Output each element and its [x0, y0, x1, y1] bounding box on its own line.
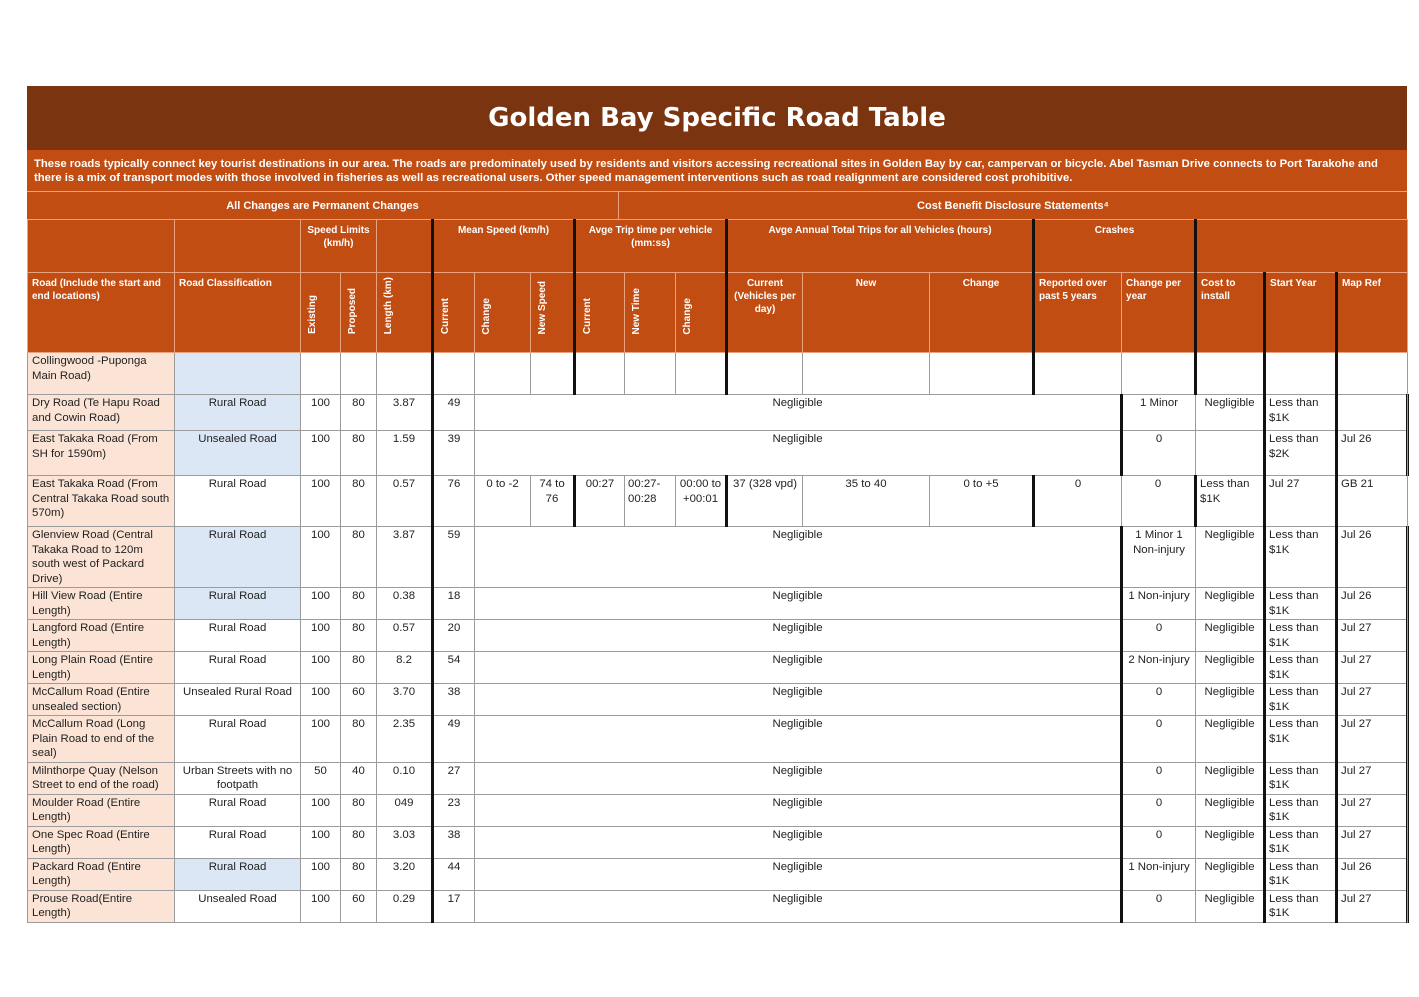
mean-speed-header: Mean Speed (km/h) [433, 220, 575, 273]
page-title: Golden Bay Specific Road Table [27, 86, 1407, 150]
start-year: Jul 27 [1265, 476, 1337, 527]
proposed-limit: 80 [341, 794, 377, 826]
road-name: Milnthorpe Quay (Nelson Street to end of the road) [28, 762, 175, 794]
road-length: 0.57 [377, 620, 433, 652]
col-at-new: New [803, 273, 930, 353]
mean-speed-current: 18 [433, 588, 475, 620]
crashes-change: Negligible [1196, 620, 1265, 652]
road-length: 0.38 [377, 588, 433, 620]
proposed-limit: 60 [341, 684, 377, 716]
crashes-header: Crashes [1034, 220, 1196, 273]
col-map-ref: Map Ref [1337, 273, 1408, 353]
trip-time-change: 00:00 to +00:01 [676, 476, 727, 527]
table-row [28, 890, 1408, 922]
cost-to-install: Less than $1K [1265, 588, 1337, 620]
start-year: Jul 27 [1337, 890, 1408, 922]
road-name: Moulder Road (Entire Length) [28, 794, 175, 826]
existing-limit: 100 [301, 620, 341, 652]
mean-speed-current: 38 [433, 684, 475, 716]
crashes-reported: 0 [1122, 620, 1196, 652]
crashes-reported [1034, 353, 1122, 395]
road-length: 049 [377, 794, 433, 826]
blank-header [377, 220, 433, 273]
cost-to-install [1196, 353, 1265, 395]
negligible-impact: Negligible [475, 826, 1122, 858]
road-classification: Rural Road [175, 588, 301, 620]
existing-limit: 100 [301, 431, 341, 476]
road-length [377, 353, 433, 395]
crashes-change [1196, 431, 1265, 476]
blank-header [28, 220, 175, 273]
table-row [28, 858, 1408, 890]
crashes-change: Negligible [1196, 794, 1265, 826]
existing-limit: 100 [301, 684, 341, 716]
annual-trips-current: 37 (328 vpd) [727, 476, 803, 527]
road-classification: Rural Road [175, 395, 301, 431]
road-classification: Urban Streets with no footpath [175, 762, 301, 794]
road-length: 3.03 [377, 826, 433, 858]
mean-speed-current: 49 [433, 716, 475, 763]
mean-speed-new: 74 to 76 [531, 476, 575, 527]
crashes-change: Negligible [1196, 762, 1265, 794]
road-name: One Spec Road (Entire Length) [28, 826, 175, 858]
cost-to-install: Less than $1K [1265, 858, 1337, 890]
negligible-impact: Negligible [475, 716, 1122, 763]
existing-limit: 100 [301, 476, 341, 527]
col-cost: Cost to install [1196, 273, 1265, 353]
start-year [1337, 395, 1408, 431]
crashes-reported: 0 [1122, 684, 1196, 716]
col-at-change: Change [930, 273, 1034, 353]
mean-speed-change [475, 353, 531, 395]
cost-to-install: Less than $1K [1265, 826, 1337, 858]
mean-speed-change: 0 to -2 [475, 476, 531, 527]
trip-time-new [625, 353, 676, 395]
crashes-change: Negligible [1196, 890, 1265, 922]
blank-header [1196, 220, 1408, 273]
road-name: Glenview Road (Central Takaka Road to 120m south west of Packard Drive) [28, 527, 175, 588]
col-ms-change: Change [475, 273, 531, 353]
cost-to-install: Less than $1K [1265, 620, 1337, 652]
start-year: Jul 27 [1337, 684, 1408, 716]
proposed-limit: 80 [341, 527, 377, 588]
start-year: Jul 27 [1337, 716, 1408, 763]
table-row [28, 431, 1408, 476]
col-crashes-change: Change per year [1122, 273, 1196, 353]
proposed-limit: 80 [341, 395, 377, 431]
negligible-impact: Negligible [475, 527, 1122, 588]
negligible-impact: Negligible [475, 395, 1122, 431]
mean-speed-current: 44 [433, 858, 475, 890]
annual-trips-change [930, 353, 1034, 395]
proposed-limit: 80 [341, 652, 377, 684]
crashes-reported: 0 [1034, 476, 1122, 527]
road-length: 3.87 [377, 395, 433, 431]
col-ms-current: Current [433, 273, 475, 353]
section-right-label: Cost Benefit Disclosure Statements⁴ [917, 199, 1109, 212]
mean-speed-current: 39 [433, 431, 475, 476]
road-length: 3.70 [377, 684, 433, 716]
road-name: Dry Road (Te Hapu Road and Cowin Road) [28, 395, 175, 431]
crashes-reported: 0 [1122, 762, 1196, 794]
road-classification: Rural Road [175, 476, 301, 527]
annual-trips-header: Avge Annual Total Trips for all Vehicles (hours) [727, 220, 1034, 273]
cost-to-install: Less than $1K [1265, 652, 1337, 684]
col-length: Length (km) [377, 273, 433, 353]
cost-to-install: Less than $2K [1265, 431, 1337, 476]
start-year: Jul 26 [1337, 527, 1408, 588]
mean-speed-current: 20 [433, 620, 475, 652]
mean-speed-current: 54 [433, 652, 475, 684]
proposed-limit: 80 [341, 858, 377, 890]
proposed-limit: 80 [341, 431, 377, 476]
start-year: Jul 26 [1337, 588, 1408, 620]
existing-limit: 100 [301, 716, 341, 763]
start-year: Jul 27 [1337, 652, 1408, 684]
negligible-impact: Negligible [475, 890, 1122, 922]
negligible-impact: Negligible [475, 762, 1122, 794]
negligible-impact: Negligible [475, 652, 1122, 684]
existing-limit: 50 [301, 762, 341, 794]
col-ms-new: New Speed [531, 273, 575, 353]
crashes-reported: 0 [1122, 826, 1196, 858]
cost-to-install: Less than $1K [1265, 527, 1337, 588]
start-year: Jul 27 [1337, 762, 1408, 794]
col-classification: Road Classification [175, 273, 301, 353]
road-name: Langford Road (Entire Length) [28, 620, 175, 652]
crashes-change: Negligible [1196, 588, 1265, 620]
start-year [1265, 353, 1337, 395]
road-name: Long Plain Road (Entire Length) [28, 652, 175, 684]
map-ref [1337, 353, 1408, 395]
trip-time-change [676, 353, 727, 395]
mean-speed-current: 49 [433, 395, 475, 431]
crashes-reported: 1 Non-injury [1122, 858, 1196, 890]
road-name: East Takaka Road (From SH for 1590m) [28, 431, 175, 476]
table-row [28, 826, 1408, 858]
start-year: Jul 26 [1337, 858, 1408, 890]
road-classification: Unsealed Road [175, 431, 301, 476]
mean-speed-current: 38 [433, 826, 475, 858]
col-tt-current: Current [575, 273, 625, 353]
road-length: 1.59 [377, 431, 433, 476]
existing-limit: 100 [301, 527, 341, 588]
cost-to-install: Less than $1K [1265, 716, 1337, 763]
mean-speed-current: 76 [433, 476, 475, 527]
col-at-current: Current (Vehicles per day) [727, 273, 803, 353]
road-name: Prouse Road(Entire Length) [28, 890, 175, 922]
negligible-impact: Negligible [475, 684, 1122, 716]
table-row [28, 395, 1408, 431]
cost-to-install: Less than $1K [1265, 762, 1337, 794]
col-road: Road (Include the start and end locations) [28, 273, 175, 353]
blank-header [175, 220, 301, 273]
table-row [28, 476, 1408, 527]
crashes-change: Negligible [1196, 716, 1265, 763]
road-table-document [27, 86, 1407, 923]
crashes-change: Negligible [1196, 858, 1265, 890]
existing-limit: 100 [301, 395, 341, 431]
section-header-row [27, 191, 1407, 219]
proposed-limit: 80 [341, 476, 377, 527]
table-row [28, 716, 1408, 763]
col-start-year: Start Year [1265, 273, 1337, 353]
start-year: Jul 27 [1337, 620, 1408, 652]
col-tt-change: Change [676, 273, 727, 353]
proposed-limit: 80 [341, 826, 377, 858]
crashes-reported: 0 [1122, 431, 1196, 476]
mean-speed-current: 17 [433, 890, 475, 922]
table-row [28, 794, 1408, 826]
road-length: 0.57 [377, 476, 433, 527]
table-row [28, 353, 1408, 395]
road-length: 2.35 [377, 716, 433, 763]
road-classification: Rural Road [175, 858, 301, 890]
road-length: 3.87 [377, 527, 433, 588]
road-length: 0.10 [377, 762, 433, 794]
table-body [28, 353, 1408, 923]
col-proposed: Proposed [341, 273, 377, 353]
crashes-reported: 0 [1122, 716, 1196, 763]
road-classification: Rural Road [175, 716, 301, 763]
annual-trips-current [727, 353, 803, 395]
crashes-reported: 0 [1122, 794, 1196, 826]
road-name: Hill View Road (Entire Length) [28, 588, 175, 620]
road-length: 3.20 [377, 858, 433, 890]
table-row [28, 620, 1408, 652]
negligible-impact: Negligible [475, 858, 1122, 890]
table-row [28, 652, 1408, 684]
existing-limit [301, 353, 341, 395]
negligible-impact: Negligible [475, 431, 1122, 476]
col-tt-new: New Time [625, 273, 676, 353]
crashes-change: Negligible [1196, 826, 1265, 858]
table-row [28, 588, 1408, 620]
section-left-label: All Changes are Permanent Changes [27, 192, 619, 219]
group-header-row [28, 220, 1408, 273]
trip-time-current: 00:27 [575, 476, 625, 527]
existing-limit: 100 [301, 826, 341, 858]
road-table [27, 219, 1408, 923]
road-length: 8.2 [377, 652, 433, 684]
road-name: East Takaka Road (From Central Takaka Road south 570m) [28, 476, 175, 527]
trip-time-header: Avge Trip time per vehicle (mm:ss) [575, 220, 727, 273]
crashes-change: Negligible [1196, 652, 1265, 684]
existing-limit: 100 [301, 794, 341, 826]
crashes-reported: 1 Minor [1122, 395, 1196, 431]
mean-speed-new [531, 353, 575, 395]
speed-limits-header: Speed Limits (km/h) [301, 220, 377, 273]
existing-limit: 100 [301, 588, 341, 620]
existing-limit: 100 [301, 858, 341, 890]
cost-to-install: Less than $1K [1265, 890, 1337, 922]
road-name: McCallum Road (Entire unsealed section) [28, 684, 175, 716]
existing-limit: 100 [301, 890, 341, 922]
annual-trips-new: 35 to 40 [803, 476, 930, 527]
cost-to-install: Less than $1K [1265, 794, 1337, 826]
crashes-change: Negligible [1196, 527, 1265, 588]
road-classification: Rural Road [175, 527, 301, 588]
table-row [28, 684, 1408, 716]
crashes-reported: 1 Minor 1 Non-injury [1122, 527, 1196, 588]
proposed-limit [341, 353, 377, 395]
crashes-change: Negligible [1196, 395, 1265, 431]
road-classification: Rural Road [175, 652, 301, 684]
road-name: Collingwood -Puponga Main Road) [28, 353, 175, 395]
crashes-reported: 1 Non-injury [1122, 588, 1196, 620]
road-classification: Unsealed Rural Road [175, 684, 301, 716]
crashes-change [1122, 353, 1196, 395]
trip-time-current [575, 353, 625, 395]
existing-limit: 100 [301, 652, 341, 684]
proposed-limit: 60 [341, 890, 377, 922]
table-row [28, 762, 1408, 794]
map-ref: GB 21 [1337, 476, 1408, 527]
road-classification: Rural Road [175, 620, 301, 652]
crashes-reported: 2 Non-injury [1122, 652, 1196, 684]
start-year: Jul 27 [1337, 794, 1408, 826]
crashes-reported: 0 [1122, 890, 1196, 922]
cost-to-install: Less than $1K [1265, 395, 1337, 431]
column-header-row [28, 273, 1408, 353]
negligible-impact: Negligible [475, 588, 1122, 620]
annual-trips-change: 0 to +5 [930, 476, 1034, 527]
road-length: 0.29 [377, 890, 433, 922]
start-year: Jul 27 [1337, 826, 1408, 858]
start-year: Jul 26 [1337, 431, 1408, 476]
crashes-change: 0 [1122, 476, 1196, 527]
table-row [28, 527, 1408, 588]
crashes-change: Negligible [1196, 684, 1265, 716]
proposed-limit: 40 [341, 762, 377, 794]
road-classification [175, 353, 301, 395]
trip-time-new: 00:27-00:28 [625, 476, 676, 527]
mean-speed-current: 59 [433, 527, 475, 588]
proposed-limit: 80 [341, 620, 377, 652]
cost-to-install: Less than $1K [1265, 684, 1337, 716]
mean-speed-current: 23 [433, 794, 475, 826]
road-classification: Unsealed Road [175, 890, 301, 922]
negligible-impact: Negligible [475, 794, 1122, 826]
proposed-limit: 80 [341, 716, 377, 763]
annual-trips-new [803, 353, 930, 395]
negligible-impact: Negligible [475, 620, 1122, 652]
road-classification: Rural Road [175, 826, 301, 858]
road-classification: Rural Road [175, 794, 301, 826]
mean-speed-current: 27 [433, 762, 475, 794]
col-crashes-reported: Reported over past 5 years [1034, 273, 1122, 353]
road-name: Packard Road (Entire Length) [28, 858, 175, 890]
proposed-limit: 80 [341, 588, 377, 620]
intro-text: These roads typically connect key tourist destinations in our area. The roads are predominately used by residents and visitors accessing recreational sites in Golden Bay by car, campervan or bicycle. Abel Tasman Drive connects to Port Tarakohe and there is a mix of transport modes with those involved in fisheries as well as recreational users. Other speed management interventions such as road realignment are considered cost prohibitive. [27, 150, 1407, 191]
col-existing: Existing [301, 273, 341, 353]
cost-to-install: Less than $1K [1196, 476, 1265, 527]
road-name: McCallum Road (Long Plain Road to end of the seal) [28, 716, 175, 763]
mean-speed-current [433, 353, 475, 395]
